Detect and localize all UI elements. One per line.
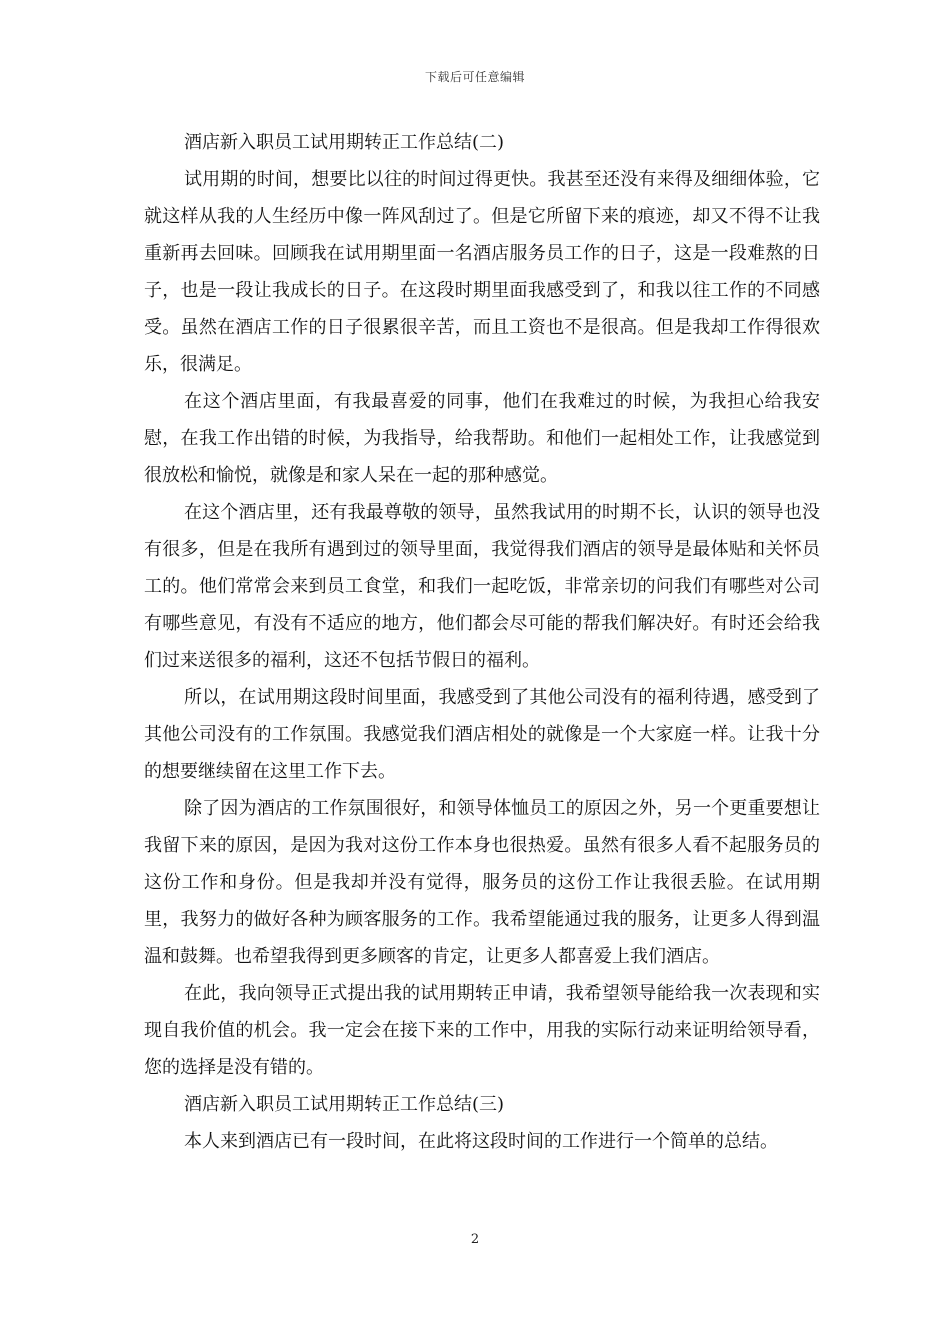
paragraph: 在此，我向领导正式提出我的试用期转正申请，我希望领导能给我一次表现和实现自我价值的机会。我一定会在接下来的工作中，用我的实际行动来证明给领导看，您的选择是没有错的。 <box>144 983 820 1078</box>
paragraph: 在这个酒店里，还有我最尊敬的领导，虽然我试用的时期不长，认识的领导也没有很多，但是在我所有遇到过的领导里面，我觉得我们酒店的领导是最体贴和关怀员工的。他们常常会来到员工食堂，和我们一起吃饭，非常亲切的问我们有哪些对公司有哪些意见，有没有不适应的地方，他们都会尽可能的帮我们解决好。有时还会给我们过来送很多的福利，这还不包括节假日的福利。 <box>144 502 820 671</box>
section-title: 酒店新入职员工试用期转正工作总结(三) <box>184 1094 505 1115</box>
paragraph: 除了因为酒店的工作氛围很好，和领导体恤员工的原因之外，另一个更重要想让我留下来的原因，是因为我对这份工作本身也很热爱。虽然有很多人看不起服务员的这份工作和身份。但是我却并没有觉得，服务员的这份工作让我很丢脸。在试用期里，我努力的做好各种为顾客服务的工作。我希望能通过我的服务，让更多人得到温温和鼓舞。也希望我得到更多顾客的肯定，让更多人都喜爱上我们酒店。 <box>144 798 820 967</box>
document-body <box>144 124 820 1160</box>
page-number: 2 <box>470 1232 480 1247</box>
section-title: 酒店新入职员工试用期转正工作总结(二) <box>184 132 505 153</box>
paragraph: 试用期的时间，想要比以往的时间过得更快。我甚至还没有来得及细细体验，它就这样从我的人生经历中像一阵风刮过了。但是它所留下来的痕迹，却又不得不让我重新再去回味。回顾我在试用期里面一名酒店服务员工作的日子，这是一段难熬的日子，也是一段让我成长的日子。在这段时期里面我感受到了，和我以往工作的不同感受。虽然在酒店工作的日子很累很辛苦，而且工资也不是很高。但是我却工作得很欢乐，很满足。 <box>144 169 820 375</box>
paragraph: 在这个酒店里面，有我最喜爱的同事，他们在我难过的时候，为我担心给我安慰，在我工作出错的时候，为我指导，给我帮助。和他们一起相处工作，让我感觉到很放松和愉悦，就像是和家人呆在一起的那种感觉。 <box>144 391 820 486</box>
paragraph: 所以，在试用期这段时间里面，我感受到了其他公司没有的福利待遇，感受到了其他公司没有的工作氛围。我感觉我们酒店相处的就像是一个大家庭一样。让我十分的想要继续留在这里工作下去。 <box>144 687 820 782</box>
header-note: 下载后可任意编辑 <box>424 70 525 84</box>
paragraph: 本人来到酒店已有一段时间，在此将这段时间的工作进行一个简单的总结。 <box>184 1131 778 1152</box>
